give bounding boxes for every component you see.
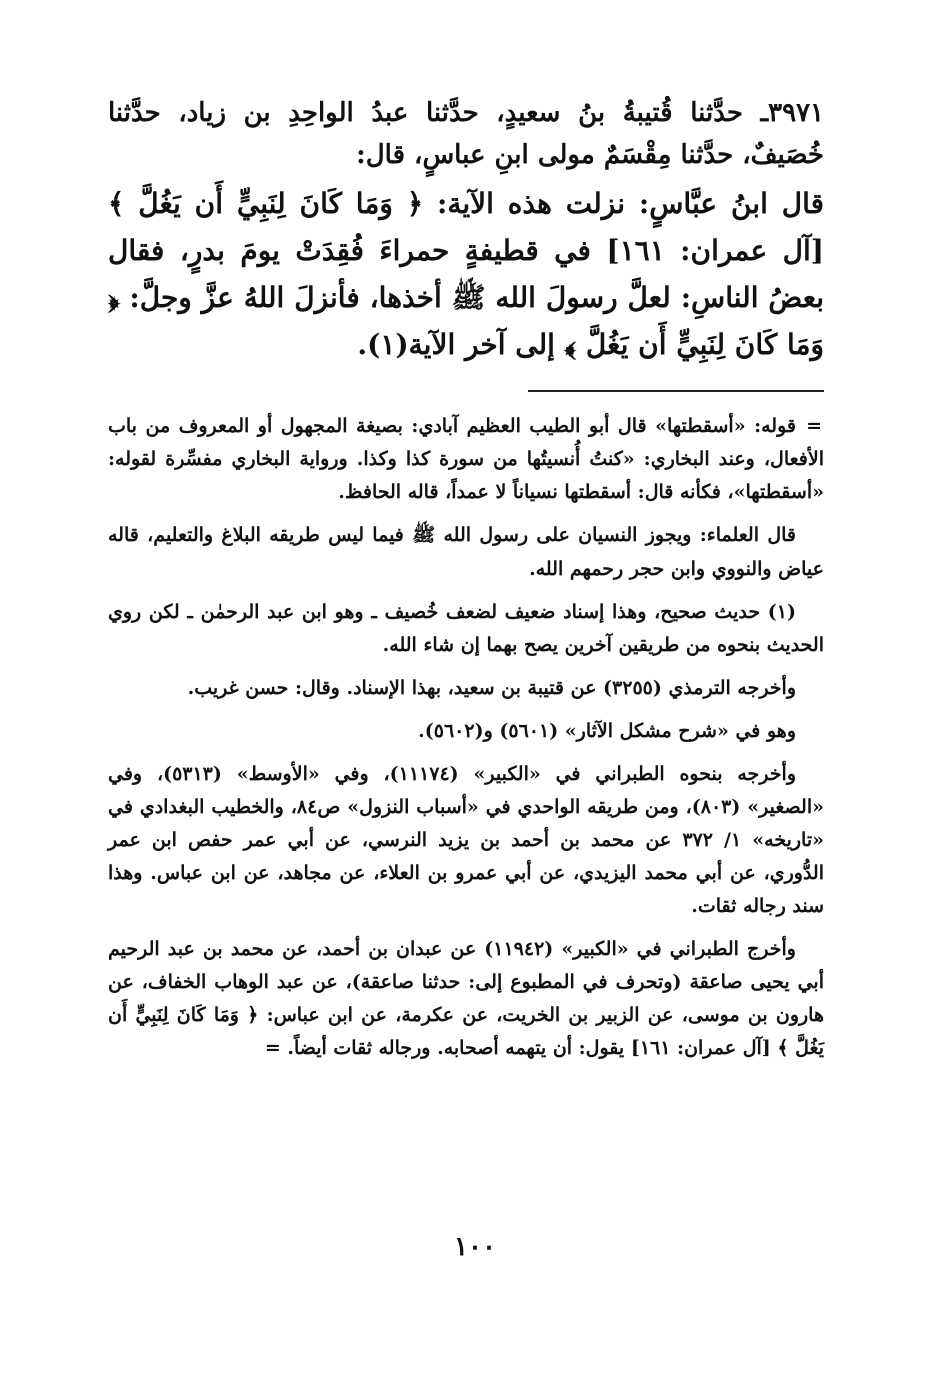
footnote-paragraph: (١) حديث صحيح، وهذا إسناد ضعيف لضعف خُصيف ـ وهو ابن عبد الرحمٰن ـ لكن روي الحديث بنحوه من طريقين آخرين يصح بهما إن شاء الله.: [108, 600, 824, 656]
footnotes: [108, 410, 824, 1065]
hadith-matn: قال ابنُ عبَّاسٍ: نزلت هذه الآية: ﴿ وَمَا كَانَ لِنَبِيٍّ أَن يَغُلَّ ﴾ [آل عمران: ١٦١] في قطيفةٍ حمراءَ فُقِدَتْ يومَ بدرٍ، فقال بعضُ الناسِ: لعلَّ رسولَ الله ﷺ أخذها، فأنزلَ اللهُ عزَّ وجلَّ: ﴿ وَمَا كَانَ لِنَبِيٍّ أَن يَغُلَّ ﴾ إلى آخر الآية(١).: [108, 187, 825, 362]
page-body: [108, 92, 824, 1075]
main-text: [108, 92, 824, 368]
footnote-paragraph: [108, 410, 824, 509]
page-number: ١٠٠: [454, 1232, 496, 1262]
footnote-paragraph: وأخرج الطبراني في «الكبير» (١١٩٤٢) عن عبدان بن أحمد، عن محمد بن عبد الرحيم أبي يحيى صاعقة (وتحرف في المطبوع إلى: حدثنا صاعقة)، عن عبد الوهاب الخفاف، عن هارون بن موسى، عن الزبير بن الخريت، عن عكرمة، عن ابن عباس: ﴿ وَمَا كَانَ لِنَبِيٍّ أَن يَغُلَّ ﴾ [آل عمران: ١٦١] يقول: أن يتهمه أصحابه. ورجاله ثقات أيضاً. =: [108, 938, 824, 1060]
hadith-isnad: ٣٩٧١ـ حدَّثنا قُتيبةُ بنُ سعيدٍ، حدَّثنا عبدُ الواحِدِ بن زياد، حدَّثنا خُصَيفٌ، حدَّثنا مِقْسَمٌ مولى ابنِ عباسٍ، قال:: [108, 98, 824, 171]
footnote-paragraph: قال العلماء: ويجوز النسيان على رسول الله ﷺ فيما ليس طريقه البلاغ والتعليم، قاله عياض والنووي وابن حجر رحمهم الله.: [108, 524, 824, 580]
footnote-paragraph: وأخرجه الترمذي (٣٢٥٥) عن قتيبة بن سعيد، بهذا الإسناد. وقال: حسن غريب.: [187, 676, 796, 699]
footnote-text: قوله: «أسقطتها» قال أبو الطيب العظيم آبادي: بصيغة المجهول أو المعروف من باب الأفعال، وعند البخاري: «كنتُ أُنسيتُها من سورة كذا وكذا. ورواية البخاري مفسِّرة لقوله: «أسقطتها»، فكأنه قال: أسقطتها نسياناً لا عمداً، قاله الحافظ.: [108, 415, 824, 504]
footnote-separator: [528, 390, 824, 392]
footnote-paragraph: وأخرجه بنحوه الطبراني في «الكبير» (١١١٧٤)، وفي «الأوسط» (٥٣١٣)، وفي «الصغير» (٨٠٣)، ومن طريقه الواحدي في «أسباب النزول» ص٨٤، والخطيب البغدادي في «تاريخه» ١/ ٣٧٢ عن محمد بن أحمد بن يزيد النرسي، عن أبي عمر حفص ابن عمر الدُّوري، عن أبي محمد اليزيدي، عن أبي عمرو بن العلاء، عن مجاهد، عن ابن عباس. وهذا سند رجاله ثقات.: [108, 762, 825, 917]
continuation-mark: =: [806, 415, 822, 438]
footnote-paragraph: وهو في «شرح مشكل الآثار» (٥٦٠١) و(٥٦٠٢).: [418, 719, 796, 742]
